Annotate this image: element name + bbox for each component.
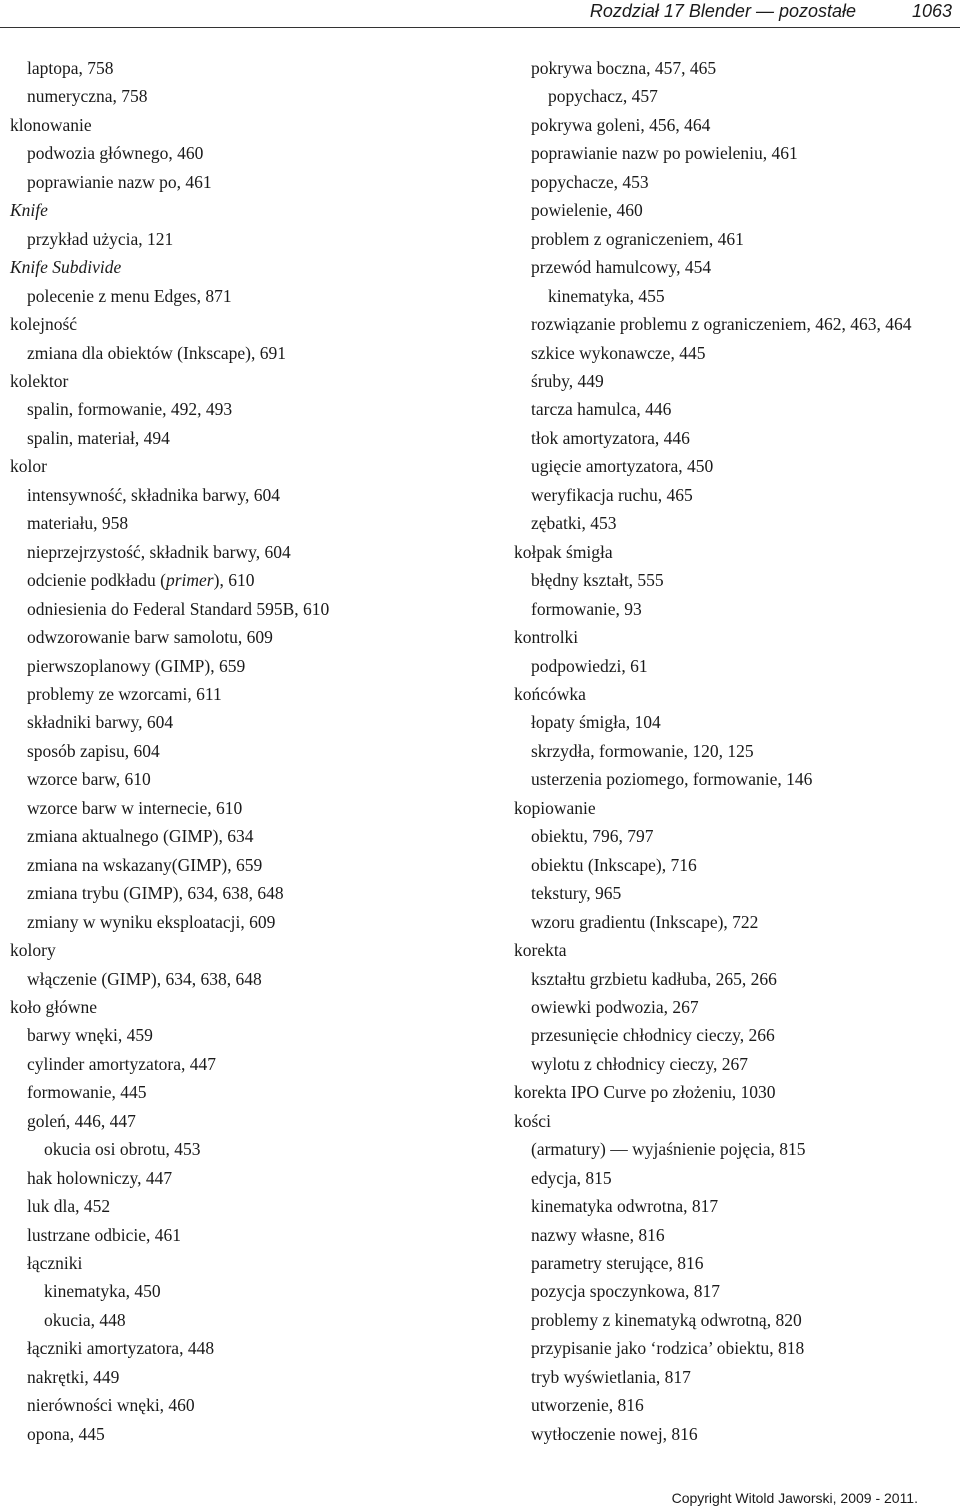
index-entry: odwzorowanie barw samolotu, 609 <box>27 627 273 648</box>
index-entry: podwozia głównego, 460 <box>27 143 204 164</box>
index-entry: tekstury, 965 <box>531 883 622 904</box>
index-entry: luk dla, 452 <box>27 1196 111 1217</box>
index-entry: zmiany w wyniku eksploatacji, 609 <box>27 911 276 932</box>
index-entry: sposób zapisu, 604 <box>27 740 160 761</box>
index-entry: popychacz, 457 <box>548 86 658 107</box>
index-entry: kopiowanie <box>514 797 596 818</box>
page-header <box>0 0 960 28</box>
index-entry: tłok amortyzatora, 446 <box>531 427 690 448</box>
header-rule <box>0 27 960 28</box>
index-entry: parametry sterujące, 816 <box>531 1253 704 1274</box>
index-entry: kontrolki <box>514 627 579 648</box>
index-column-right <box>514 54 960 1448</box>
index-entry: goleń, 446, 447 <box>27 1110 136 1131</box>
index-entry: przykład użycia, 121 <box>27 228 174 249</box>
index-entry: skrzydła, formowanie, 120, 125 <box>531 740 754 761</box>
index-entry: lustrzane odbicie, 461 <box>27 1224 182 1245</box>
index-entry: powielenie, 460 <box>531 200 643 221</box>
index-entry: popychacze, 453 <box>531 171 649 192</box>
index-entry: kości <box>514 1110 551 1131</box>
chapter-title: Rozdział 17 Blender — pozostałe <box>589 1 856 21</box>
index-entry: materiału, 958 <box>27 513 129 534</box>
index-entry: przewód hamulcowy, 454 <box>531 257 712 278</box>
index-entry: spalin, materiał, 494 <box>27 427 170 448</box>
index-entry: rozwiązanie problemu z ograniczeniem, 462, 463, 464 <box>531 314 912 335</box>
index-entry: Knife <box>10 200 48 221</box>
index-entry: kolektor <box>10 370 69 391</box>
index-entry: klonowanie <box>10 114 92 135</box>
index-entry: włączenie (GIMP), 634, 638, 648 <box>27 968 262 989</box>
index-entry: pozycja spoczynkowa, 817 <box>531 1281 721 1302</box>
index-entry: usterzenia poziomego, formowanie, 146 <box>531 769 813 790</box>
index-entry: nakrętki, 449 <box>27 1366 120 1387</box>
index-entry: nazwy własne, 816 <box>531 1224 665 1245</box>
index-entry: wzorce barw, 610 <box>27 769 151 790</box>
index-entry: kolejność <box>10 314 78 335</box>
index-entry: łączniki <box>27 1253 83 1274</box>
index-entry: Knife Subdivide <box>10 257 122 278</box>
index-entry: owiewki podwozia, 267 <box>531 996 699 1017</box>
index-entry: zmiana aktualnego (GIMP), 634 <box>27 826 254 847</box>
index-entry: tryb wyświetlania, 817 <box>531 1366 691 1387</box>
index-entry: utworzenie, 816 <box>531 1395 644 1416</box>
index-entry: barwy wnęki, 459 <box>27 1025 153 1046</box>
index-entry: wylotu z chłodnicy cieczy, 267 <box>531 1053 749 1074</box>
index-entry: kinematyka, 455 <box>548 285 665 306</box>
index-entry: kształtu grzbietu kadłuba, 265, 266 <box>531 968 777 989</box>
index-entry: korekta <box>514 940 567 961</box>
page-number: 1063 <box>911 1 952 21</box>
index-entry: weryfikacja ruchu, 465 <box>531 484 693 505</box>
index-entry: śruby, 449 <box>531 370 604 391</box>
index-entry: obiektu, 796, 797 <box>531 826 654 847</box>
index-entry: błędny kształt, 555 <box>531 570 664 591</box>
index-entry: pokrywa goleni, 456, 464 <box>531 114 711 135</box>
index-entry: odcienie podkładu (primer), 610 <box>27 570 255 591</box>
index-entry: numeryczna, 758 <box>27 86 148 107</box>
index-entry: formowanie, 445 <box>27 1082 147 1103</box>
index-entry: poprawianie nazw po powieleniu, 461 <box>531 143 798 164</box>
index-entry: nieprzejrzystość, składnik barwy, 604 <box>27 541 291 562</box>
index-entry: składniki barwy, 604 <box>27 712 174 733</box>
index-entry: odniesienia do Federal Standard 595B, 610 <box>27 598 330 619</box>
index-column-left <box>10 54 480 1448</box>
index-entry: nierówności wnęki, 460 <box>27 1395 195 1416</box>
index-entry: kołpak śmigła <box>514 541 613 562</box>
index-entry: problemy ze wzorcami, 611 <box>27 683 222 704</box>
index-entry: koło główne <box>10 996 98 1017</box>
copyright-footer: Copyright Witold Jaworski, 2009 - 2011. <box>671 1490 918 1506</box>
index-entry: edycja, 815 <box>531 1167 612 1188</box>
index-entry: zmiana dla obiektów (Inkscape), 691 <box>27 342 287 363</box>
index-entry: wzorce barw w internecie, 610 <box>27 797 243 818</box>
index-entry: podpowiedzi, 61 <box>531 655 648 676</box>
index-entry: wzoru gradientu (Inkscape), 722 <box>531 911 759 932</box>
index-entry: zmiana na wskazany(GIMP), 659 <box>27 854 263 875</box>
index-entry: cylinder amortyzatora, 447 <box>27 1053 217 1074</box>
index-entry: okucia, 448 <box>44 1309 126 1330</box>
index-entry: problemy z kinematyką odwrotną, 820 <box>531 1309 802 1330</box>
index-entry: końcówka <box>514 683 586 704</box>
index-entry: pokrywa boczna, 457, 465 <box>531 58 717 78</box>
index-entry: zębatki, 453 <box>531 513 617 534</box>
index-entry: przypisanie jako ‘rodzica’ obiektu, 818 <box>531 1338 805 1359</box>
index-entry: polecenie z menu Edges, 871 <box>27 285 232 306</box>
index-entry: hak holowniczy, 447 <box>27 1167 173 1188</box>
index-entry: obiektu (Inkscape), 716 <box>531 854 697 875</box>
index-entry: łopaty śmigła, 104 <box>531 712 661 733</box>
index-entry: (armatury) — wyjaśnienie pojęcia, 815 <box>531 1139 806 1160</box>
index-entry: łączniki amortyzatora, 448 <box>27 1338 215 1359</box>
index-entry: zmiana trybu (GIMP), 634, 638, 648 <box>27 883 284 904</box>
index-entry: kinematyka, 450 <box>44 1281 161 1302</box>
index-entry: korekta IPO Curve po złożeniu, 1030 <box>514 1082 776 1103</box>
index-entry: kinematyka odwrotna, 817 <box>531 1196 719 1217</box>
index-entry: szkice wykonawcze, 445 <box>531 342 706 363</box>
index-entry: ugięcie amortyzatora, 450 <box>531 456 714 477</box>
index-entry: formowanie, 93 <box>531 598 642 619</box>
index-entry: spalin, formowanie, 492, 493 <box>27 399 233 420</box>
index-entry: pierwszoplanowy (GIMP), 659 <box>27 655 246 676</box>
index-entry: poprawianie nazw po, 461 <box>27 171 212 192</box>
index-entry: przesunięcie chłodnicy cieczy, 266 <box>531 1025 775 1046</box>
index-entry: intensywność, składnika barwy, 604 <box>27 484 281 505</box>
index-entry: wytłoczenie nowej, 816 <box>531 1423 698 1444</box>
index-entry: tarcza hamulca, 446 <box>531 399 672 420</box>
index-entry: kolory <box>10 940 56 961</box>
index-entry: laptopa, 758 <box>27 58 114 78</box>
index-entry: problem z ograniczeniem, 461 <box>531 228 744 249</box>
index-entry: kolor <box>10 456 47 477</box>
index-entry: okucia osi obrotu, 453 <box>44 1139 201 1160</box>
index-entry: opona, 445 <box>27 1423 105 1444</box>
